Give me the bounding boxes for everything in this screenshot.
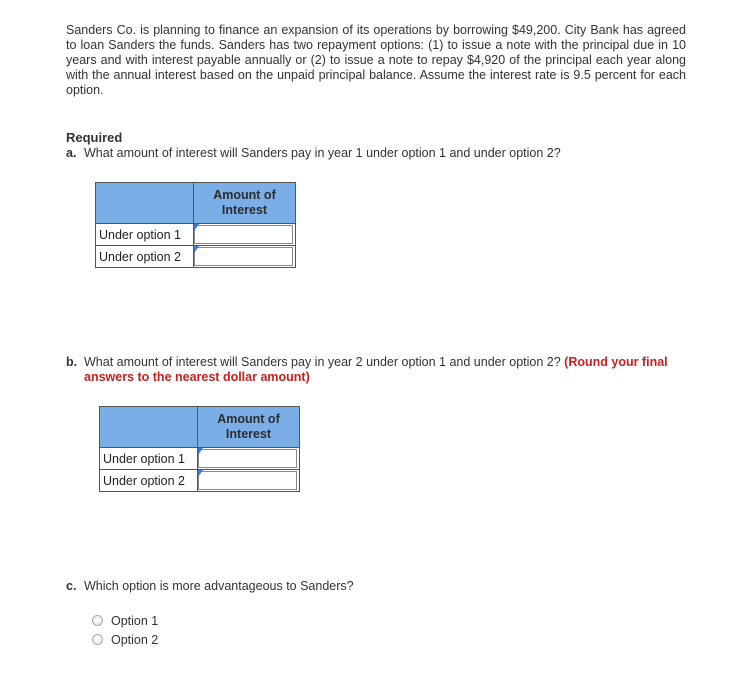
input-flag-icon [198, 470, 203, 477]
answer-cell-a-option-1 [194, 224, 296, 246]
input-flag-icon [198, 448, 203, 455]
answer-input-b-option-1[interactable] [198, 449, 297, 468]
answer-cell-a-option-2 [194, 246, 296, 268]
radio-button-icon[interactable] [92, 634, 103, 645]
question-a [66, 146, 561, 161]
question-a-text: What amount of interest will Sanders pay in year 1 under option 1 and under option 2? [84, 146, 561, 160]
question-a-letter: a. [66, 146, 77, 160]
rounding-note: (Round your final answers to the nearest dollar amount) [84, 355, 668, 384]
table-row [100, 448, 300, 470]
table-b-corner [100, 407, 198, 448]
option-radio-group [92, 611, 158, 649]
table-a-corner [96, 183, 194, 224]
input-flag-icon [194, 224, 199, 231]
table-b-header: Amount of Interest [198, 407, 300, 448]
answer-table-b [99, 406, 300, 492]
question-c-text: Which option is more advantageous to Sanders? [84, 579, 354, 593]
question-c [66, 579, 354, 594]
row-label-option-2: Under option 2 [100, 470, 198, 492]
answer-input-b-option-2[interactable] [198, 471, 297, 490]
table-row [96, 224, 296, 246]
input-flag-icon [194, 246, 199, 253]
table-row [96, 246, 296, 268]
question-b-text: What amount of interest will Sanders pay in year 2 under option 1 and under option 2? [84, 355, 561, 369]
answer-table-a [95, 182, 296, 268]
row-label-option-1: Under option 1 [96, 224, 194, 246]
answer-input-a-option-2[interactable] [194, 247, 293, 266]
answer-cell-b-option-1 [198, 448, 300, 470]
required-heading: Required [66, 130, 123, 145]
table-row [100, 470, 300, 492]
radio-option-1-label[interactable]: Option 1 [111, 613, 159, 628]
row-label-option-1: Under option 1 [100, 448, 198, 470]
table-a-header: Amount of Interest [194, 183, 296, 224]
problem-statement: Sanders Co. is planning to finance an expansion of its operations by borrowing $49,200. City Bank has agreed to loan Sanders the funds. Sanders has two repayment options: (1) to issue a note with the principal due in 10 years and with interest payable annually or (2) to issue a note to repay $4,920 of the principal each year along with the annual interest based on the unpaid principal balance. Assume the interest rate is 9.5 percent for each option. [66, 23, 686, 97]
question-b [66, 355, 669, 385]
answer-cell-b-option-2 [198, 470, 300, 492]
radio-button-icon[interactable] [92, 615, 103, 626]
question-c-letter: c. [66, 579, 77, 593]
answer-input-a-option-1[interactable] [194, 225, 293, 244]
question-b-letter: b. [66, 355, 78, 369]
row-label-option-2: Under option 2 [96, 246, 194, 268]
radio-option-2-label[interactable]: Option 2 [111, 632, 159, 647]
radio-option-2[interactable] [92, 630, 158, 649]
radio-option-1[interactable] [92, 611, 158, 630]
